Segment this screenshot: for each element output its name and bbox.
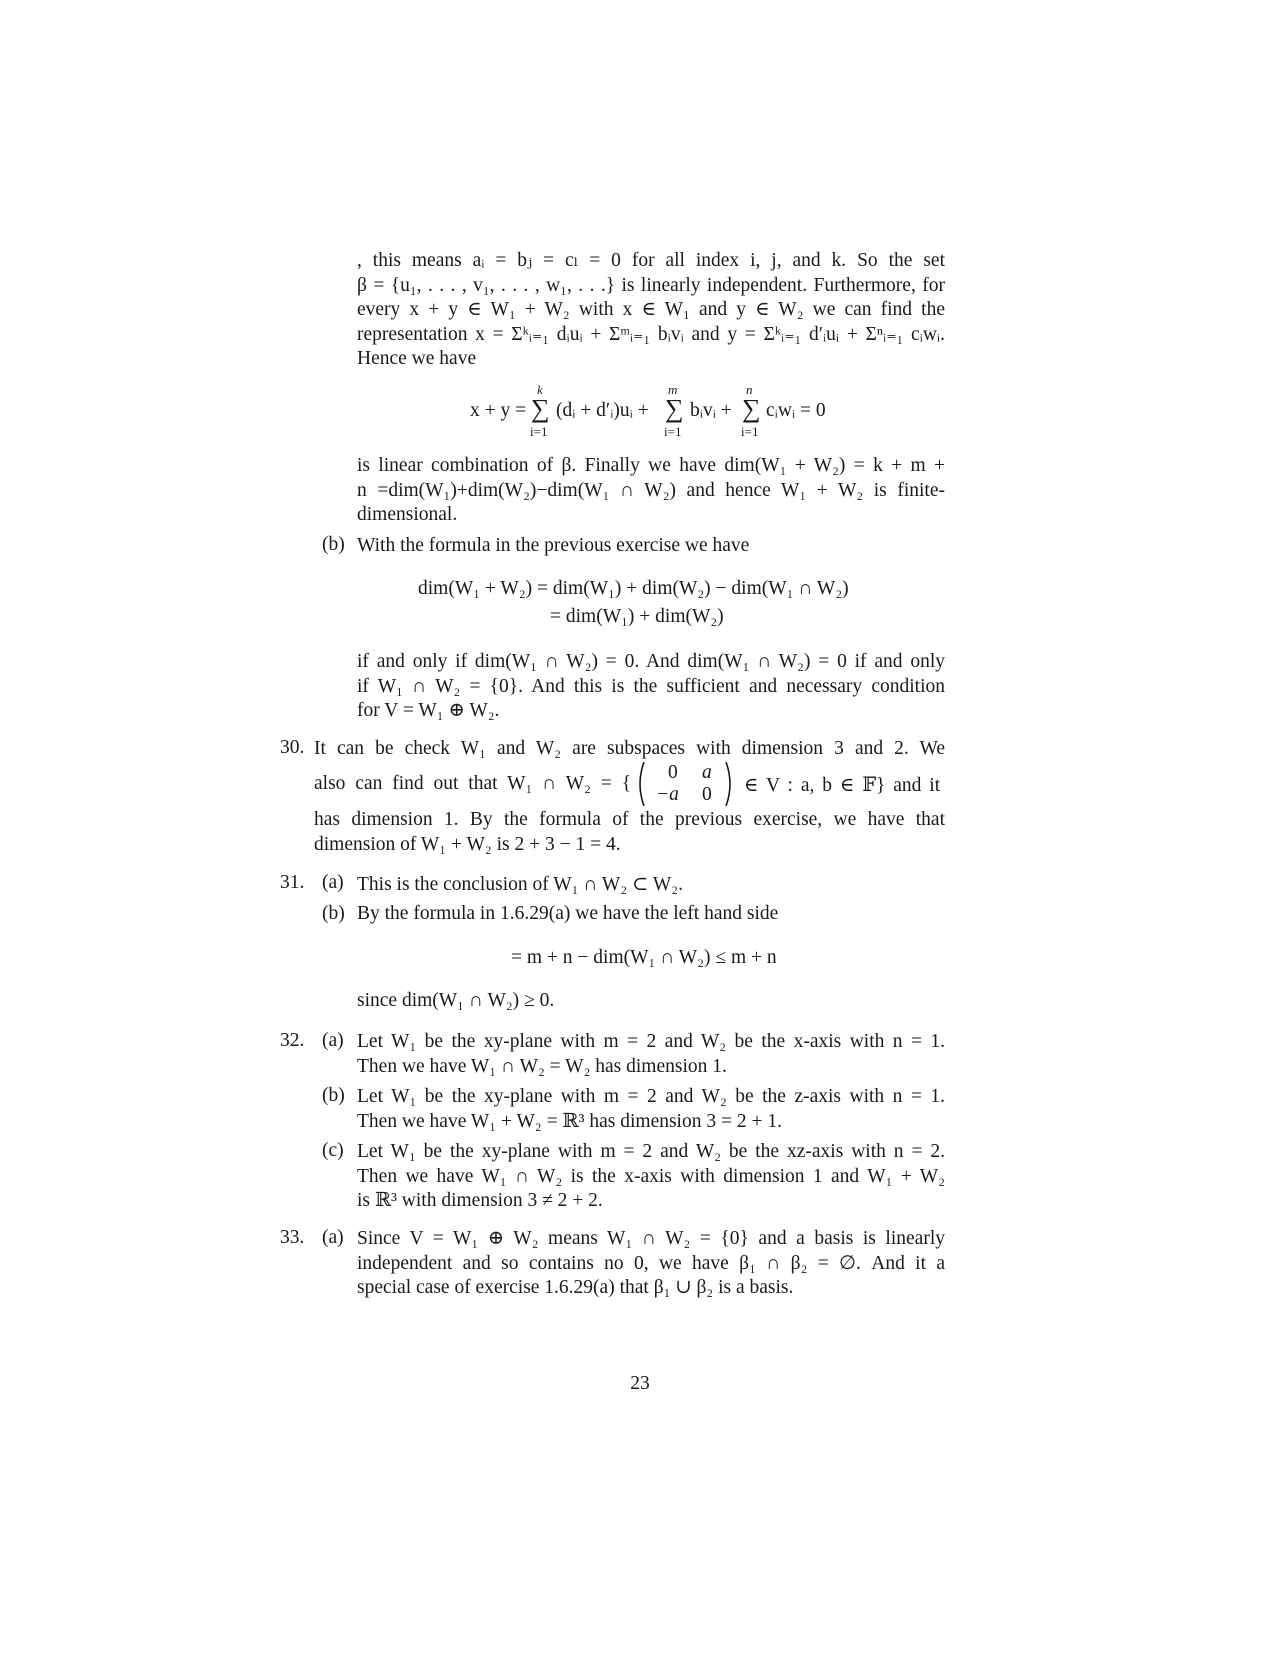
equation-line: dim(W₁ + W₂) = dim(W₁) + dim(W₂) − dim(W₁ ∩ W₂): [418, 578, 849, 599]
sigma-symbol: ∑: [742, 394, 761, 423]
text-line: every x + y ∈ W₁ + W₂ with x ∈ W₁ and y ∈ W₂ we can find the: [357, 299, 945, 320]
text-line: dimension of W₁ + W₂ is 2 + 3 − 1 = 4.: [314, 833, 621, 855]
page-number: 23: [630, 1373, 650, 1394]
text-line: is linear combination of β. Finally we have dim(W₁ + W₂) = k + m +: [357, 455, 945, 476]
text-line: n =dim(W₁)+dim(W₂)−dim(W₁ ∩ W₂) and hence W₁ + W₂ is finite-: [357, 479, 945, 501]
part-label: (a): [322, 872, 344, 893]
exercise-32b: [357, 1085, 945, 1134]
matrix: [634, 760, 736, 808]
sigma-sub: i=1: [664, 424, 682, 439]
text-line: With the formula in the previous exercise we have: [357, 535, 750, 556]
exercise-33a: [357, 1227, 945, 1301]
exercise-30-line1: [314, 737, 945, 762]
text-line: Let W₁ be the xy-plane with m = 2 and W₂ be the x-axis with n = 1.: [357, 1031, 945, 1052]
sum-body: cᵢwᵢ = 0: [766, 400, 826, 421]
text-line: This is the conclusion of W₁ ∩ W₂ ⊂ W₂.: [357, 874, 683, 895]
text-line: , this means aᵢ = bⱼ = cₗ = 0 for all index i, j, and k. So the set: [357, 250, 945, 271]
matrix-cell: a: [702, 762, 712, 783]
text-line: for V = W₁ ⊕ W₂.: [357, 700, 500, 721]
text-line: Hence we have: [357, 348, 477, 369]
text-line: representation x = Σᵏᵢ₌₁ dᵢuᵢ + Σᵐᵢ₌₁ bᵢvᵢ and y = Σᵏᵢ₌₁ d′ᵢuᵢ + Σⁿᵢ₌₁ cᵢwᵢ.: [357, 323, 945, 345]
continuation-paragraph: [357, 249, 945, 372]
exercise-number: 31.: [280, 872, 305, 893]
exercise-32c: [357, 1140, 945, 1214]
text-line: special case of exercise 1.6.29(a) that β₁ ∪ β₂ is a basis.: [357, 1277, 794, 1298]
text-segment: ∈ V : a, b ∈ 𝔽} and it: [744, 775, 941, 796]
text-line: Since V = W₁ ⊕ W₂ means W₁ ∩ W₂ = {0} and a basis is linearly: [357, 1228, 945, 1249]
text-line: if W₁ ∩ W₂ = {0}. And this is the sufficient and necessary condition: [357, 675, 945, 697]
text-line: has dimension 1. By the formula of the previous exercise, we have that: [314, 809, 945, 830]
text-line: since dim(W₁ ∩ W₂) ≥ 0.: [357, 990, 555, 1011]
matrix-brackets-icon: [634, 760, 736, 808]
exercise-number: 32.: [280, 1030, 305, 1051]
part-label: (a): [322, 1030, 344, 1051]
text-line: is ℝ³ with dimension 3 ≠ 2 + 2.: [357, 1190, 603, 1211]
part-label: (b): [322, 534, 345, 555]
sigma-symbol: ∑: [531, 394, 550, 423]
text-line: independent and so contains no 0, we have β₁ ∩ β₂ = ∅. And it a: [357, 1252, 945, 1274]
equation-line: = dim(W₁) + dim(W₂): [550, 606, 724, 627]
part-label: (a): [322, 1227, 344, 1248]
part-b-intro: [357, 534, 945, 559]
conclusion-paragraph: [357, 454, 945, 528]
matrix-cell: 0: [668, 762, 678, 783]
equation-line: = m + n − dim(W₁ ∩ W₂) ≤ m + n: [511, 947, 777, 968]
part-label: (b): [322, 903, 345, 924]
exercise-32a: [357, 1030, 945, 1079]
sigma-sup: n: [746, 382, 753, 397]
exercise-30-paragraph: [314, 808, 945, 857]
exercise-number: 30.: [280, 737, 305, 758]
part-label: (c): [322, 1140, 344, 1161]
sigma-sub: i=1: [530, 424, 548, 439]
text-line: Then we have W₁ ∩ W₂ is the x-axis with dimension 1 and W₁ + W₂: [357, 1165, 945, 1187]
sigma-sub: i=1: [741, 424, 759, 439]
exercise-30-matrix-line: [314, 760, 945, 810]
sum-body: bᵢvᵢ +: [690, 400, 732, 421]
part-label: (b): [322, 1085, 345, 1106]
text-line: β = {u₁, . . . , v₁, . . . , w₁, . . .} is linearly independent. Furthermore, for: [357, 274, 945, 296]
text-line: Let W₁ be the xy-plane with m = 2 and W₂ be the z-axis with n = 1.: [357, 1086, 945, 1107]
text-line: Then we have W₁ ∩ W₂ = W₂ has dimension 1.: [357, 1055, 727, 1077]
text-line: Let W₁ be the xy-plane with m = 2 and W₂ be the xz-axis with n = 2.: [357, 1141, 945, 1162]
part-b-paragraph: [357, 650, 945, 724]
exercise-number: 33.: [280, 1227, 305, 1248]
sigma-sup: k: [537, 382, 543, 397]
text-line: It can be check W₁ and W₂ are subspaces with dimension 3 and 2. We: [314, 738, 945, 759]
equation-lhs: x + y =: [470, 400, 527, 421]
sigma-symbol: ∑: [665, 394, 684, 423]
matrix-cell: 0: [702, 784, 712, 805]
sum-body: (dᵢ + d′ᵢ)uᵢ +: [556, 400, 649, 421]
text-line: dimensional.: [357, 504, 458, 525]
text-line: By the formula in 1.6.29(a) we have the left hand side: [357, 903, 779, 924]
text-line: if and only if dim(W₁ ∩ W₂) = 0. And dim(W₁ ∩ W₂) = 0 if and only: [357, 651, 945, 672]
matrix-cell: −a: [656, 784, 679, 805]
sigma-sup: m: [668, 382, 678, 397]
text-line: Then we have W₁ + W₂ = ℝ³ has dimension 3 = 2 + 1.: [357, 1110, 782, 1132]
text-segment: also can find out that W₁ ∩ W₂ = {: [314, 773, 632, 794]
